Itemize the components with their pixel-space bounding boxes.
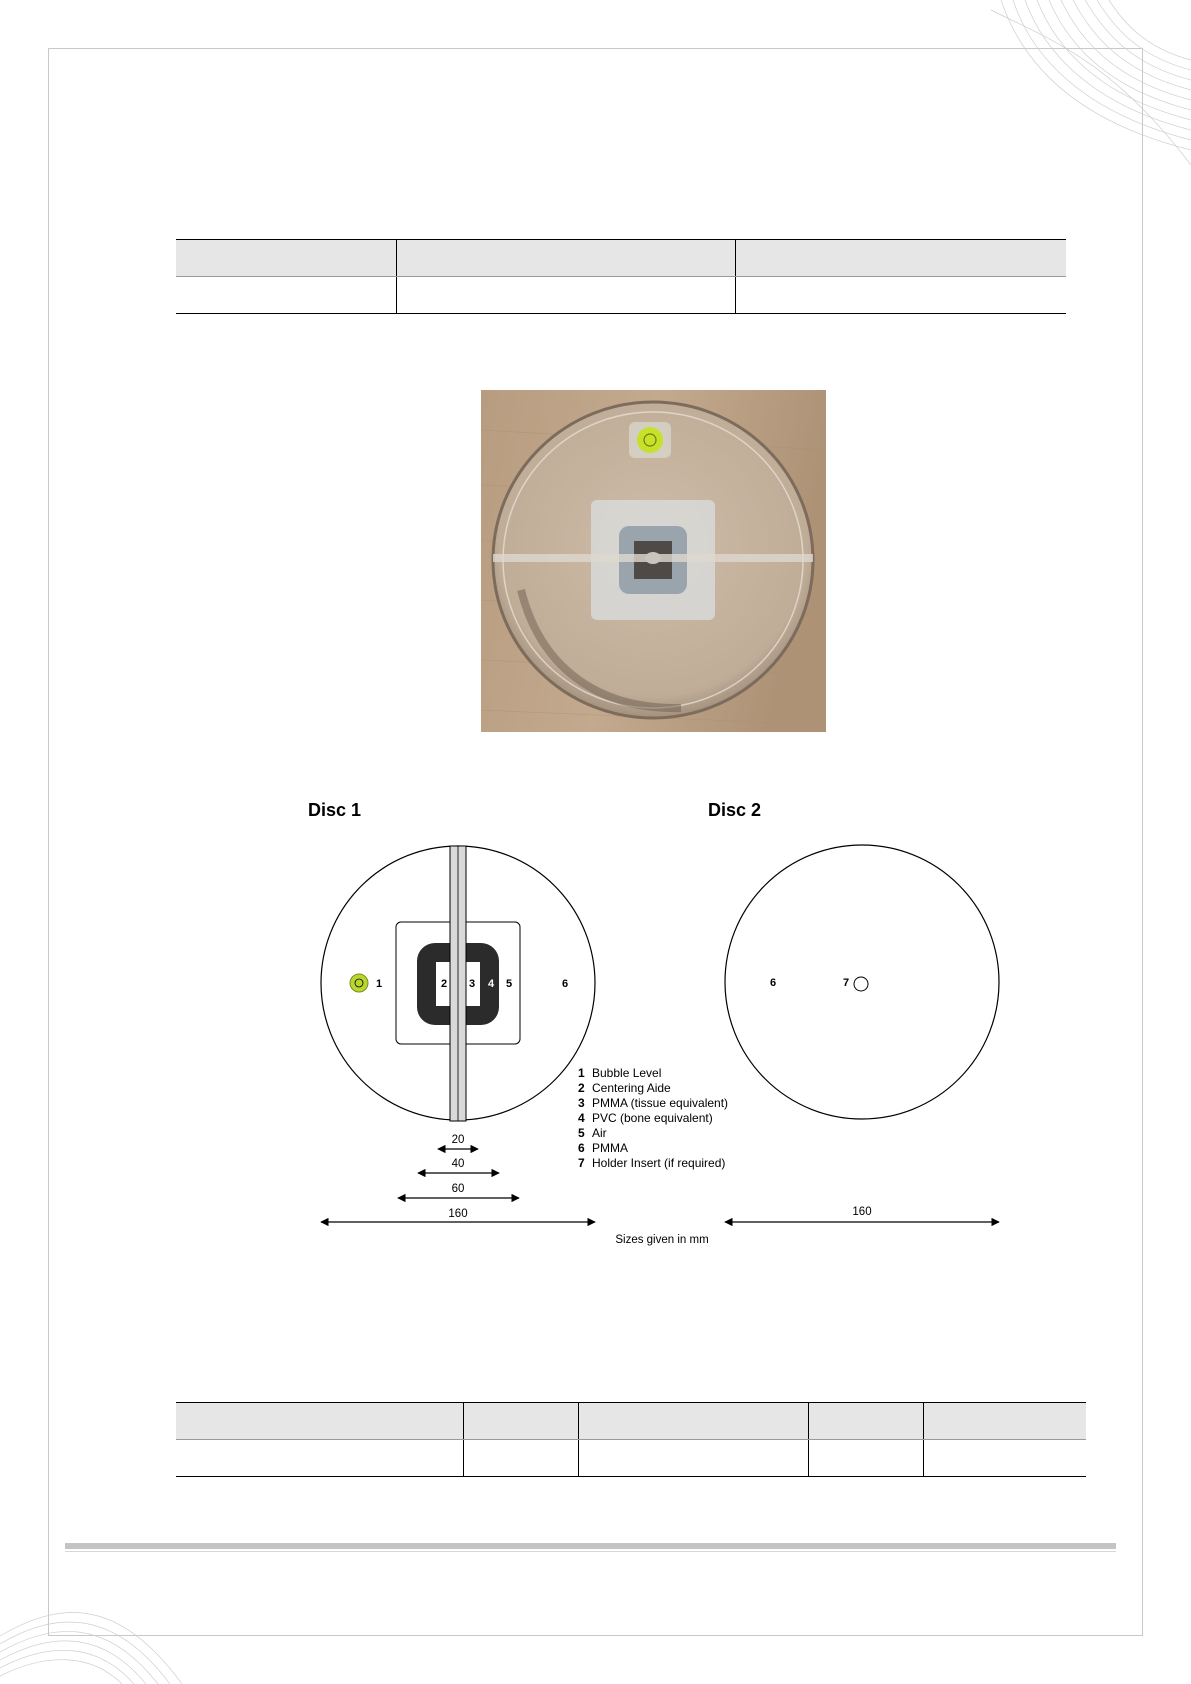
table-row [176,1440,1086,1477]
table-header-cell [464,1403,579,1440]
disc-2-title: Disc 2 [708,800,762,820]
label-7: 7 [843,977,850,989]
table-cell [176,277,397,314]
table-header-cell [736,240,1067,277]
legend-num-2: 2 [578,1081,585,1095]
label-3: 3 [469,978,476,990]
disc-1-title: Disc 1 [308,800,362,820]
legend-text-3: PMMA (tissue equivalent) [592,1096,729,1110]
legend-text-6: PMMA [592,1141,628,1155]
legend-num-6: 6 [578,1141,585,1155]
label-5: 5 [506,978,513,990]
info-table-top [176,239,1066,314]
dim-label-20: 20 [451,1134,465,1146]
table-cell [924,1440,1087,1477]
phantom-photo [481,390,826,732]
table-cell [397,277,736,314]
units-note: Sizes given in mm [615,1234,709,1246]
decorative-wave-top [961,0,1191,175]
legend-num-3: 3 [578,1096,585,1110]
label-1: 1 [376,978,383,990]
dim-label-160-disc2: 160 [852,1206,872,1218]
table-header-cell [397,240,736,277]
holder-insert-icon [854,977,868,991]
legend-text-5: Air [592,1126,607,1140]
table-header-row [176,1403,1086,1440]
table-cell [809,1440,924,1477]
dim-label-60: 60 [451,1183,465,1195]
dim-label-160-disc1: 160 [448,1208,468,1220]
legend-num-7: 7 [578,1156,585,1170]
table-cell [176,1440,464,1477]
legend [578,1066,728,1170]
table-header-cell [809,1403,924,1440]
legend-num-4: 4 [578,1111,585,1125]
table-header-row [176,240,1066,277]
legend-text-1: Bubble Level [592,1066,662,1080]
footer-rule [65,1543,1116,1549]
table-header-cell [579,1403,809,1440]
table-cell [579,1440,809,1477]
legend-text-7: Holder Insert (if required) [592,1156,726,1170]
label-6: 6 [562,978,569,990]
table-cell [736,277,1067,314]
table-header-cell [176,1403,464,1440]
phantom-diagram [300,790,1020,1250]
bubble-level-icon [350,974,368,992]
decorative-wave-bottom [0,1584,200,1684]
table-cell [464,1440,579,1477]
legend-num-5: 5 [578,1126,585,1140]
label-6b: 6 [770,977,777,989]
table-header-cell [924,1403,1087,1440]
table-row [176,277,1066,314]
table-header-cell [176,240,397,277]
legend-text-2: Centering Aide [592,1081,671,1095]
dim-label-40: 40 [451,1158,465,1170]
info-table-bottom [176,1402,1086,1477]
label-2: 2 [441,978,448,990]
label-4: 4 [488,978,495,990]
legend-text-4: PVC (bone equivalent) [592,1111,713,1125]
legend-num-1: 1 [578,1066,585,1080]
